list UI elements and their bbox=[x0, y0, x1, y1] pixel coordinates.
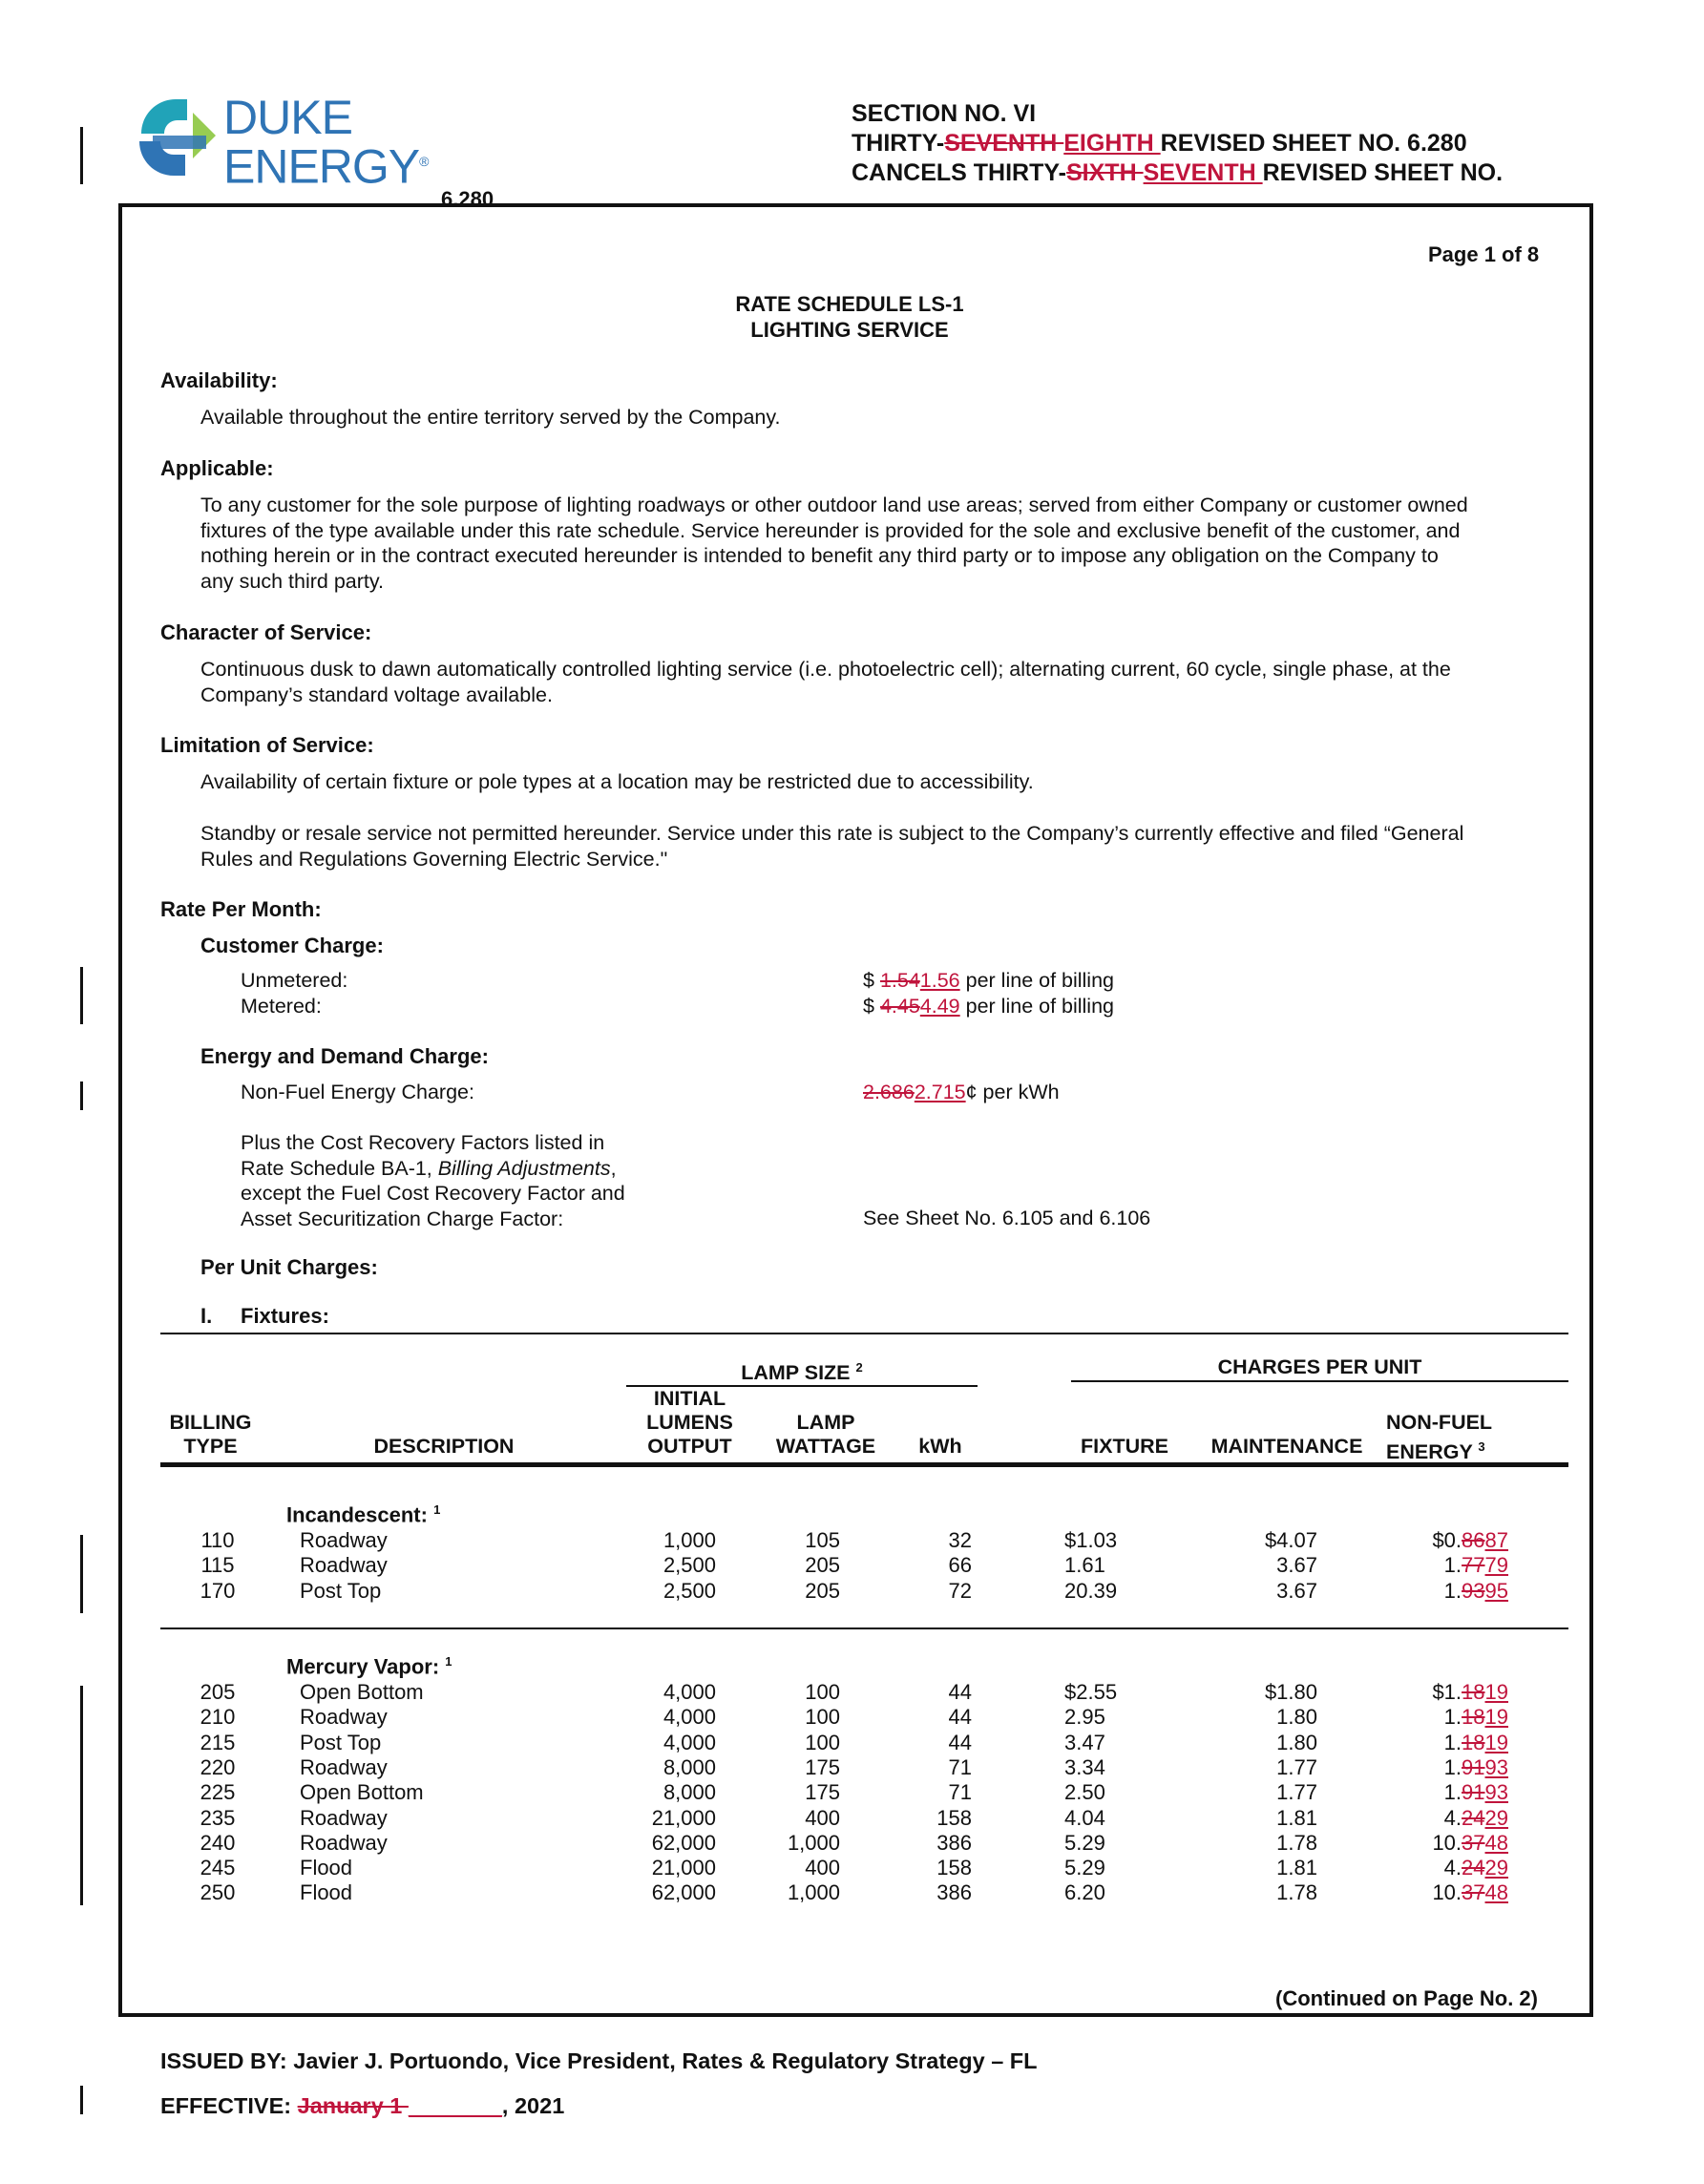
cell-maint: $1.80 bbox=[1264, 1680, 1317, 1704]
cost-recovery-text: Plus the Cost Recovery Factors listed in Rate Schedule BA-1, Billing Adjustments, except the Fuel Cost Recovery Factor and Asset Securitization Charge Factor: bbox=[241, 1131, 625, 1230]
group-heading: Mercury Vapor: $^1$ bbox=[286, 1654, 452, 1679]
table-row bbox=[0, 1731, 1704, 1755]
effective-date: EFFECTIVE: January 1 ______ _, 2021 bbox=[160, 2093, 565, 2118]
cell-maint: $4.07 bbox=[1264, 1528, 1317, 1552]
cell-desc: Roadway bbox=[300, 1754, 388, 1779]
cell-type: 170 bbox=[200, 1578, 236, 1603]
charges-rule bbox=[1071, 1380, 1568, 1382]
cell-desc: Roadway bbox=[300, 1705, 388, 1730]
cell-lumens: 21,000 bbox=[651, 1805, 716, 1830]
cell-watts: 175 bbox=[805, 1754, 840, 1779]
cell-maint: 1.81 bbox=[1276, 1805, 1317, 1830]
limitation-text-1: Availability of certain fixture or pole types at a location may be restricted due to accessibility. bbox=[200, 770, 1034, 793]
continued-note: (Continued on Page No. 2) bbox=[1275, 1986, 1538, 2010]
availability-text: Available throughout the entire territory served by the Company. bbox=[200, 406, 781, 429]
cell-desc: Open Bottom bbox=[300, 1780, 424, 1805]
cell-desc: Roadway bbox=[300, 1830, 388, 1855]
cell-nonfuel-energy: $0.8687 bbox=[1432, 1528, 1508, 1552]
cell-fixture: 6.20 bbox=[1064, 1880, 1105, 1905]
applicable-text: To any customer for the sole purpose of lighting roadways or other outdoor land use areas; served from either Company or customer owned fixtures of the type available under this rate schedule. Service hereunder is provided for the sole and exclusive benefit of the customer, and nothing herein or in the contract executed hereunder is intended to benefit any third party or to impose any obligation on the Company to any such third party. bbox=[200, 494, 1468, 593]
charges-per-unit-header: CHARGES PER UNIT bbox=[1217, 1355, 1422, 1378]
cell-nonfuel-energy: 10.3748 bbox=[1432, 1830, 1508, 1855]
cell-lumens: 1,000 bbox=[663, 1528, 716, 1552]
table-row bbox=[0, 1780, 1704, 1805]
limitation-heading: Limitation of Service: bbox=[160, 733, 374, 757]
cell-fixture: 5.29 bbox=[1064, 1856, 1105, 1880]
table-top-rule bbox=[160, 1333, 1568, 1334]
cell-fixture: 2.95 bbox=[1064, 1705, 1105, 1730]
cell-kwh: 71 bbox=[948, 1754, 972, 1779]
cell-lumens: 21,000 bbox=[651, 1856, 716, 1880]
cell-lumens: 8,000 bbox=[663, 1754, 716, 1779]
cell-watts: 1,000 bbox=[787, 1880, 840, 1905]
cell-maint: 1.78 bbox=[1276, 1830, 1317, 1855]
unmetered-charge: $ 1.541.56 per line of billing bbox=[863, 969, 1115, 992]
section-number: SECTION NO. VI bbox=[852, 100, 1037, 127]
cell-maint: 1.80 bbox=[1276, 1705, 1317, 1730]
cell-type: 215 bbox=[200, 1730, 236, 1754]
group-heading: Incandescent: $^1$ bbox=[286, 1502, 441, 1527]
table-row bbox=[0, 1831, 1704, 1856]
cell-lumens: 4,000 bbox=[663, 1730, 716, 1754]
table-row bbox=[0, 1755, 1704, 1780]
cell-desc: Open Bottom bbox=[300, 1680, 424, 1704]
cell-nonfuel-energy: 4.2429 bbox=[1443, 1805, 1508, 1830]
cell-kwh: 44 bbox=[948, 1680, 972, 1704]
cell-nonfuel-energy: 4.2429 bbox=[1443, 1856, 1508, 1880]
lumens-header: INITIAL LUMENS OUTPUT bbox=[646, 1387, 733, 1458]
per-unit-heading: Per Unit Charges: bbox=[200, 1255, 378, 1279]
logo-wordmark bbox=[223, 91, 429, 194]
table-row bbox=[0, 1553, 1704, 1578]
metered-label: Metered: bbox=[241, 995, 322, 1018]
cell-lumens: 8,000 bbox=[663, 1780, 716, 1805]
applicable-heading: Applicable: bbox=[160, 456, 274, 480]
cancels-sheet-line: CANCELS THIRTY-SIXTH SEVENTH REVISED SHEET NO. bbox=[852, 159, 1504, 186]
cell-watts: 400 bbox=[805, 1856, 840, 1880]
change-bar bbox=[80, 1082, 83, 1110]
cell-kwh: 71 bbox=[948, 1780, 972, 1805]
cell-lumens: 4,000 bbox=[663, 1705, 716, 1730]
table-row bbox=[0, 1528, 1704, 1553]
sheet-reference: 6.280 bbox=[441, 187, 494, 211]
cell-type: 225 bbox=[200, 1780, 236, 1805]
duke-energy-logo bbox=[130, 91, 429, 199]
cell-desc: Roadway bbox=[300, 1553, 388, 1578]
cell-watts: 1,000 bbox=[787, 1830, 840, 1855]
cell-lumens: 2,500 bbox=[663, 1553, 716, 1578]
cell-watts: 105 bbox=[805, 1528, 840, 1552]
cell-lumens: 62,000 bbox=[651, 1880, 716, 1905]
change-bar bbox=[80, 2086, 83, 2114]
cell-fixture: 3.47 bbox=[1064, 1730, 1105, 1754]
cell-nonfuel-energy: 1.9193 bbox=[1443, 1754, 1508, 1779]
cell-kwh: 32 bbox=[948, 1528, 972, 1552]
cell-lumens: 62,000 bbox=[651, 1830, 716, 1855]
cell-fixture: 20.39 bbox=[1064, 1578, 1118, 1603]
cell-kwh: 386 bbox=[936, 1880, 972, 1905]
cell-nonfuel-energy: 10.3748 bbox=[1432, 1880, 1508, 1905]
cell-maint: 1.78 bbox=[1276, 1880, 1317, 1905]
cell-type: 115 bbox=[200, 1553, 235, 1578]
cell-fixture: $2.55 bbox=[1064, 1680, 1118, 1704]
table-row bbox=[0, 1880, 1704, 1905]
cell-kwh: 72 bbox=[948, 1578, 972, 1603]
cell-type: 245 bbox=[200, 1856, 236, 1880]
customer-charge-heading: Customer Charge: bbox=[200, 934, 384, 957]
cell-kwh: 386 bbox=[936, 1830, 972, 1855]
description-header: DESCRIPTION bbox=[373, 1435, 515, 1458]
cell-kwh: 158 bbox=[936, 1805, 972, 1830]
cell-nonfuel-energy: 1.7779 bbox=[1443, 1553, 1508, 1578]
cell-kwh: 158 bbox=[936, 1856, 972, 1880]
change-bar bbox=[80, 127, 83, 184]
metered-charge: $ 4.454.49 per line of billing bbox=[863, 995, 1115, 1018]
cell-lumens: 4,000 bbox=[663, 1680, 716, 1704]
unmetered-label: Unmetered: bbox=[241, 969, 348, 992]
schedule-title: RATE SCHEDULE LS-1 bbox=[735, 292, 964, 316]
table-row bbox=[0, 1856, 1704, 1880]
logo-line-energy: ENERGY bbox=[223, 139, 420, 194]
cell-watts: 400 bbox=[805, 1805, 840, 1830]
cell-maint: 1.81 bbox=[1276, 1856, 1317, 1880]
duke-energy-logo-mark-icon bbox=[130, 94, 221, 189]
cell-type: 205 bbox=[200, 1680, 236, 1704]
character-heading: Character of Service: bbox=[160, 620, 372, 644]
table-row bbox=[0, 1579, 1704, 1604]
cell-watts: 100 bbox=[805, 1730, 840, 1754]
cell-watts: 205 bbox=[805, 1578, 840, 1603]
cell-lumens: 2,500 bbox=[663, 1578, 716, 1603]
nonfuel-energy-header: NON-FUEL ENERGY $^3$ bbox=[1386, 1411, 1493, 1464]
cell-kwh: 66 bbox=[948, 1553, 972, 1578]
billing-type-header: BILLING TYPE bbox=[169, 1411, 252, 1458]
revised-sheet-line: THIRTY-SEVENTH EIGHTH REVISED SHEET NO. 6.280 bbox=[852, 130, 1467, 157]
cell-fixture: 1.61 bbox=[1064, 1553, 1105, 1578]
lamp-size-header: LAMP SIZE $^2$ bbox=[741, 1360, 863, 1385]
cell-fixture: 3.34 bbox=[1064, 1754, 1105, 1779]
cell-watts: 175 bbox=[805, 1780, 840, 1805]
sheet-header bbox=[852, 99, 1503, 188]
cell-maint: 3.67 bbox=[1276, 1553, 1317, 1578]
cell-watts: 205 bbox=[805, 1553, 840, 1578]
cell-nonfuel-energy: 1.1819 bbox=[1443, 1705, 1508, 1730]
limitation-text-2: Standby or resale service not permitted hereunder. Service under this rate is subject to the Company’s currently effective and filed “General Rules and Regulations Governing Electric Service." bbox=[200, 822, 1464, 871]
page-number: Page 1 of 8 bbox=[1428, 242, 1540, 266]
nonfuel-energy-charge: 2.6862.715¢ per kWh bbox=[863, 1081, 1060, 1103]
cell-type: 220 bbox=[200, 1754, 236, 1779]
character-text: Continuous dusk to dawn automatically controlled lighting service (i.e. photoelectric cell); alternating current, 60 cycle, single phase, at the Company’s standard voltage available. bbox=[200, 658, 1451, 706]
registered-mark: ® bbox=[419, 154, 429, 169]
cell-fixture: $1.03 bbox=[1064, 1528, 1118, 1552]
rate-heading: Rate Per Month: bbox=[160, 897, 322, 921]
cell-maint: 1.80 bbox=[1276, 1730, 1317, 1754]
cell-watts: 100 bbox=[805, 1705, 840, 1730]
maintenance-header: MAINTENANCE bbox=[1210, 1435, 1363, 1458]
change-bar bbox=[80, 967, 83, 1024]
cell-type: 110 bbox=[200, 1528, 235, 1552]
cell-type: 240 bbox=[200, 1830, 236, 1855]
logo-line-duke: DUKE bbox=[223, 91, 352, 144]
schedule-subtitle: LIGHTING SERVICE bbox=[750, 318, 949, 342]
cell-type: 250 bbox=[200, 1880, 236, 1905]
table-row bbox=[0, 1705, 1704, 1730]
cell-desc: Post Top bbox=[300, 1578, 382, 1603]
fixture-header: FIXTURE bbox=[1081, 1435, 1168, 1458]
energy-demand-heading: Energy and Demand Charge: bbox=[200, 1044, 489, 1068]
wattage-header: LAMP WATTAGE bbox=[775, 1411, 876, 1458]
cell-desc: Flood bbox=[300, 1856, 353, 1880]
cell-fixture: 4.04 bbox=[1064, 1805, 1105, 1830]
cell-fixture: 2.50 bbox=[1064, 1780, 1105, 1805]
table-row bbox=[0, 1806, 1704, 1831]
cell-maint: 1.77 bbox=[1276, 1754, 1317, 1779]
table-header-rule bbox=[160, 1462, 1568, 1467]
cell-fixture: 5.29 bbox=[1064, 1830, 1105, 1855]
cell-kwh: 44 bbox=[948, 1705, 972, 1730]
cell-maint: 1.77 bbox=[1276, 1780, 1317, 1805]
cell-desc: Flood bbox=[300, 1880, 353, 1905]
nonfuel-energy-label: Non-Fuel Energy Charge: bbox=[241, 1081, 474, 1103]
cell-kwh: 44 bbox=[948, 1730, 972, 1754]
cell-type: 210 bbox=[200, 1705, 236, 1730]
table-group-rule bbox=[160, 1628, 1568, 1629]
see-sheet-reference: See Sheet No. 6.105 and 6.106 bbox=[863, 1207, 1151, 1229]
table-row bbox=[0, 1680, 1704, 1705]
cell-desc: Roadway bbox=[300, 1805, 388, 1830]
cell-maint: 3.67 bbox=[1276, 1578, 1317, 1603]
cell-nonfuel-energy: 1.1819 bbox=[1443, 1730, 1508, 1754]
cell-nonfuel-energy: 1.9193 bbox=[1443, 1780, 1508, 1805]
cell-desc: Post Top bbox=[300, 1730, 382, 1754]
issued-by: ISSUED BY: Javier J. Portuondo, Vice President, Rates & Regulatory Strategy – FL bbox=[160, 2048, 1038, 2073]
cell-watts: 100 bbox=[805, 1680, 840, 1704]
kwh-header: kWh bbox=[918, 1435, 962, 1458]
fixtures-heading: Fixtures: bbox=[241, 1304, 329, 1328]
availability-heading: Availability: bbox=[160, 368, 278, 392]
cell-nonfuel-energy: 1.9395 bbox=[1443, 1578, 1508, 1603]
cell-nonfuel-energy: $1.1819 bbox=[1432, 1680, 1508, 1704]
cell-desc: Roadway bbox=[300, 1528, 388, 1552]
fixtures-number: I. bbox=[200, 1304, 213, 1328]
cell-type: 235 bbox=[200, 1805, 236, 1830]
